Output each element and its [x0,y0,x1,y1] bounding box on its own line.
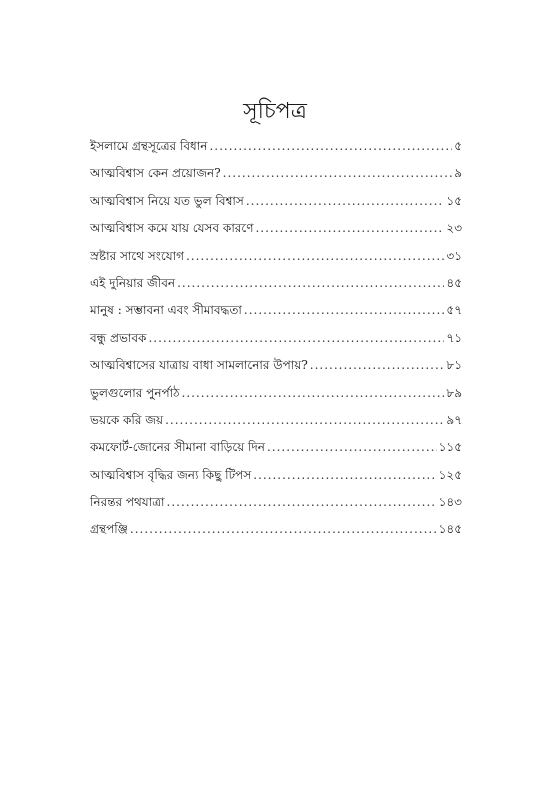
toc-entry-page: ১৪৫ [438,522,462,537]
toc-leader-dots [209,137,452,155]
toc-entry [90,137,462,164]
toc-entry [90,192,462,219]
toc-entry-page: ৯৭ [446,412,462,427]
toc-entry-page: ১২৫ [438,467,462,482]
toc-entry-page: ৭১ [446,330,462,345]
toc-leader-dots [244,301,445,319]
toc-entry-page: ১১৫ [438,440,462,455]
toc-entry-label: এই দুনিয়ার জীবন [90,275,176,290]
toc-entry-label: বন্ধু প্রভাবক [90,330,147,345]
toc-entry-page: ৮৯ [446,385,462,400]
toc-entry-label: ভয়কে করি জয় [90,412,164,427]
toc-entry [90,164,462,191]
toc-entry-page: ৫ [454,139,462,153]
toc-entry-page: ২৩ [446,221,462,236]
toc-entry [90,356,462,383]
toc-entry-page: ১৫ [446,193,462,208]
toc-leader-dots [165,411,444,429]
toc-entry-label: ভুলগুলোর পুনর্পাঠ [90,385,180,400]
toc-entry-page: ১৪৩ [438,495,462,510]
toc-leader-dots [148,329,444,347]
toc-entry [90,384,462,411]
toc-entry-label: ইসলামে গ্রন্থসূত্রের বিধান [90,139,208,153]
toc-leader-dots [130,520,437,538]
table-of-contents [90,137,462,548]
toc-entry [90,247,462,274]
toc-entry-label: আত্মবিশ্বাস বৃদ্ধির জন্য কিছু টিপস [90,467,252,482]
toc-entry-page: ৪৫ [446,275,462,290]
toc-entry [90,438,462,465]
toc-leader-dots [167,493,437,511]
toc-entry [90,466,462,493]
toc-entry-label: আত্মবিশ্বাস নিয়ে যত ভুল বিশ্বাস [90,193,244,208]
toc-leader-dots [255,219,444,237]
toc-entry-label: কমফোর্ট-জোনের সীমানা বাড়িয়ে দিন [90,440,265,455]
toc-entry [90,520,462,547]
toc-entry-page: ৫৭ [446,303,462,318]
toc-entry [90,493,462,520]
toc-leader-dots [223,164,453,182]
toc-leader-dots [182,384,445,402]
toc-entry-page: ৩১ [446,248,462,263]
toc-entry [90,301,462,328]
page-title: সূচিপত্র [243,99,307,124]
toc-leader-dots [267,438,437,456]
toc-entry [90,219,462,246]
toc-leader-dots [253,466,436,484]
toc-leader-dots [310,356,445,374]
toc-leader-dots [246,192,445,210]
toc-entry-label: আত্মবিশ্বাস কেন প্রয়োজন? [90,166,221,181]
toc-leader-dots [177,274,444,292]
toc-entry-label: আত্মবিশ্বাস কমে যায় যেসব কারণে [90,221,254,236]
toc-entry-label: গ্রন্থপঞ্জি [90,522,128,537]
toc-entry [90,329,462,356]
toc-leader-dots [186,247,444,265]
toc-entry-label: নিরন্তর পথযাত্রা [90,495,165,510]
toc-entry [90,411,462,438]
toc-entry-page: ৯ [454,166,462,181]
toc-entry-label: স্রষ্টার সাথে সংযোগ [90,248,184,263]
toc-entry-label: মানুষ : সম্ভাবনা এবং সীমাবদ্ধতা [90,303,242,318]
toc-entry-page: ৮১ [446,358,462,373]
toc-entry-label: আত্মবিশ্বাসের যাত্রায় বাধা সামলানোর উপায়? [90,358,308,373]
toc-entry [90,274,462,301]
